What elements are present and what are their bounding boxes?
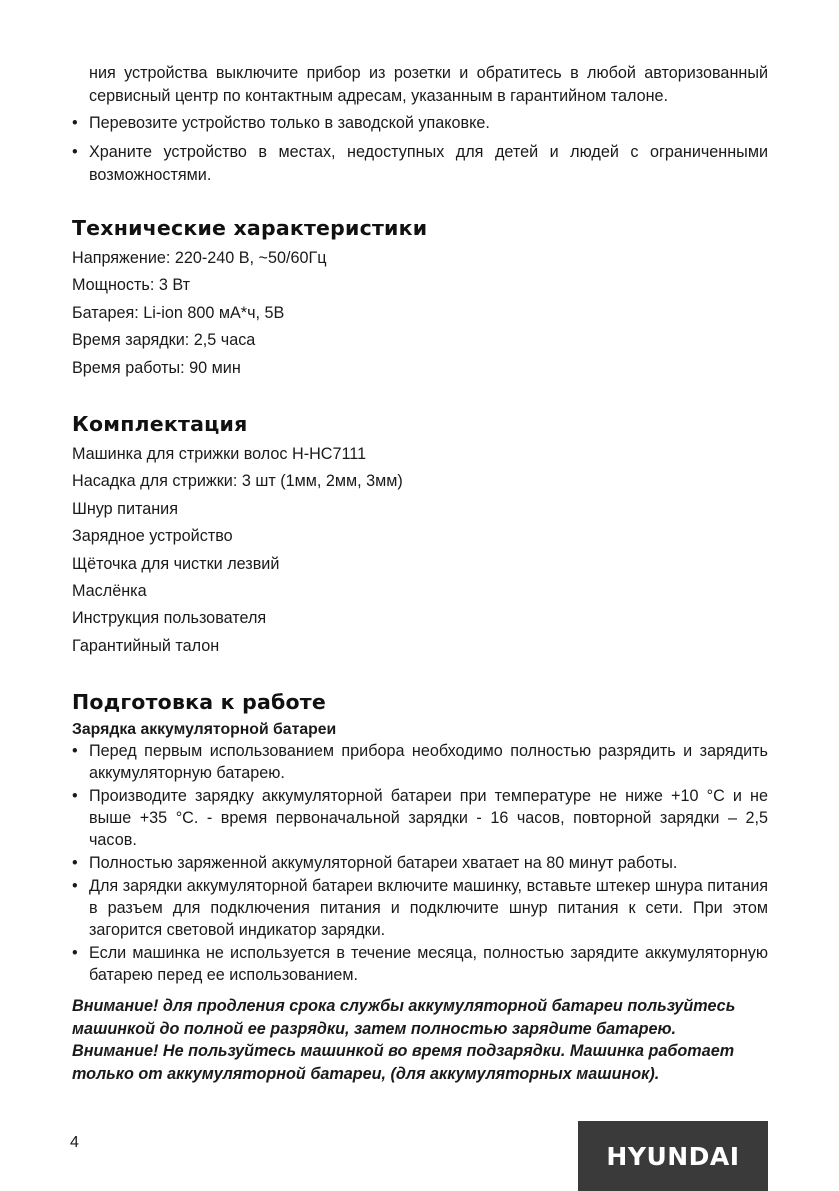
page-number: 4 xyxy=(70,1134,79,1151)
bullet-icon: • xyxy=(72,114,78,132)
prep-heading: Подготовка к работе xyxy=(72,690,326,715)
kit-row: Щёточка для чистки лезвий xyxy=(72,554,280,573)
bullet-icon: • xyxy=(72,143,78,161)
kit-row: Гарантийный талон xyxy=(72,636,220,655)
kit-row: Насадка для стрижки: 3 шт (1мм, 2мм, 3мм) xyxy=(72,472,403,491)
bullet-icon: • xyxy=(72,787,78,806)
warning-text: Внимание! Не пользуйтесь машинкой во время подзарядки. Машинка работает только от аккумуляторной батареи, (для аккумуляторных машинок). xyxy=(72,1042,735,1083)
kit-row: Машинка для стрижки волос H-HC7111 xyxy=(72,445,367,464)
brand-logo: HYUNDAI xyxy=(578,1121,768,1191)
list-item: • Для зарядки аккумуляторной батареи включите машинку, вставьте штекер шнура питания в разъем для подключения питания и подключите шнур питания к сети. При этом загорится световой индикатор зарядки. xyxy=(72,877,768,940)
bullet-icon: • xyxy=(72,944,78,963)
list-item: • Перевозите устройство только в заводской упаковке. xyxy=(72,112,768,135)
prep-subheading: Зарядка аккумуляторной батареи xyxy=(72,721,337,739)
kit-row: Шнур питания xyxy=(72,499,178,518)
warning-block xyxy=(72,995,768,1085)
spec-row: Время работы: 90 мин xyxy=(72,358,241,377)
bullet-icon: • xyxy=(72,854,78,873)
specs-list xyxy=(72,245,768,382)
prep-bullet-list xyxy=(72,740,768,986)
bullet-icon: • xyxy=(72,742,78,761)
warning-text: Внимание! для продления срока службы аккумуляторной батареи пользуйтесь машинкой до полной ее разрядки, затем полностью зарядите батарею. xyxy=(72,997,736,1038)
spec-row: Время зарядки: 2,5 часа xyxy=(72,331,256,350)
list-item: • Если машинка не используется в течение месяца, полностью зарядите аккумуляторную батарею перед ее использованием. xyxy=(72,944,768,985)
intro-continuation: ния устройства выключите прибор из розетки и обратитесь в любой авторизованный сервисный центр по контактным адресам, указанным в гарантийном талоне. xyxy=(89,64,768,105)
list-item: • Полностью заряженной аккумуляторной батареи хватает на 80 минут работы. xyxy=(72,854,678,873)
bullet-icon: • xyxy=(72,877,78,896)
list-item: • Храните устройство в местах, недоступных для детей и людей с ограниченными возможностями. xyxy=(72,143,768,184)
kit-list xyxy=(72,441,768,660)
kit-row: Зарядное устройство xyxy=(72,527,233,546)
intro-bullet-list xyxy=(72,112,768,187)
list-item: • Производите зарядку аккумуляторной батареи при температуре не ниже +10 °С и не выше +35 °С. - время первоначальной зарядки - 16 часов, повторной зарядки – 2,5 часов. xyxy=(72,787,768,850)
list-item: • Перед первым использованием прибора необходимо полностью разрядить и зарядить аккумуляторную батарею. xyxy=(72,742,768,783)
spec-row: Напряжение: 220-240 В, ~50/60Гц xyxy=(72,249,327,267)
kit-row: Маслёнка xyxy=(72,582,147,601)
spec-row: Батарея: Li-ion 800 мА*ч, 5В xyxy=(72,303,285,322)
kit-row: Инструкция пользователя xyxy=(72,609,267,628)
kit-heading: Комплектация xyxy=(72,412,248,437)
page-content xyxy=(72,62,768,1085)
specs-heading: Технические характеристики xyxy=(72,216,428,240)
spec-row: Мощность: 3 Вт xyxy=(72,276,191,295)
